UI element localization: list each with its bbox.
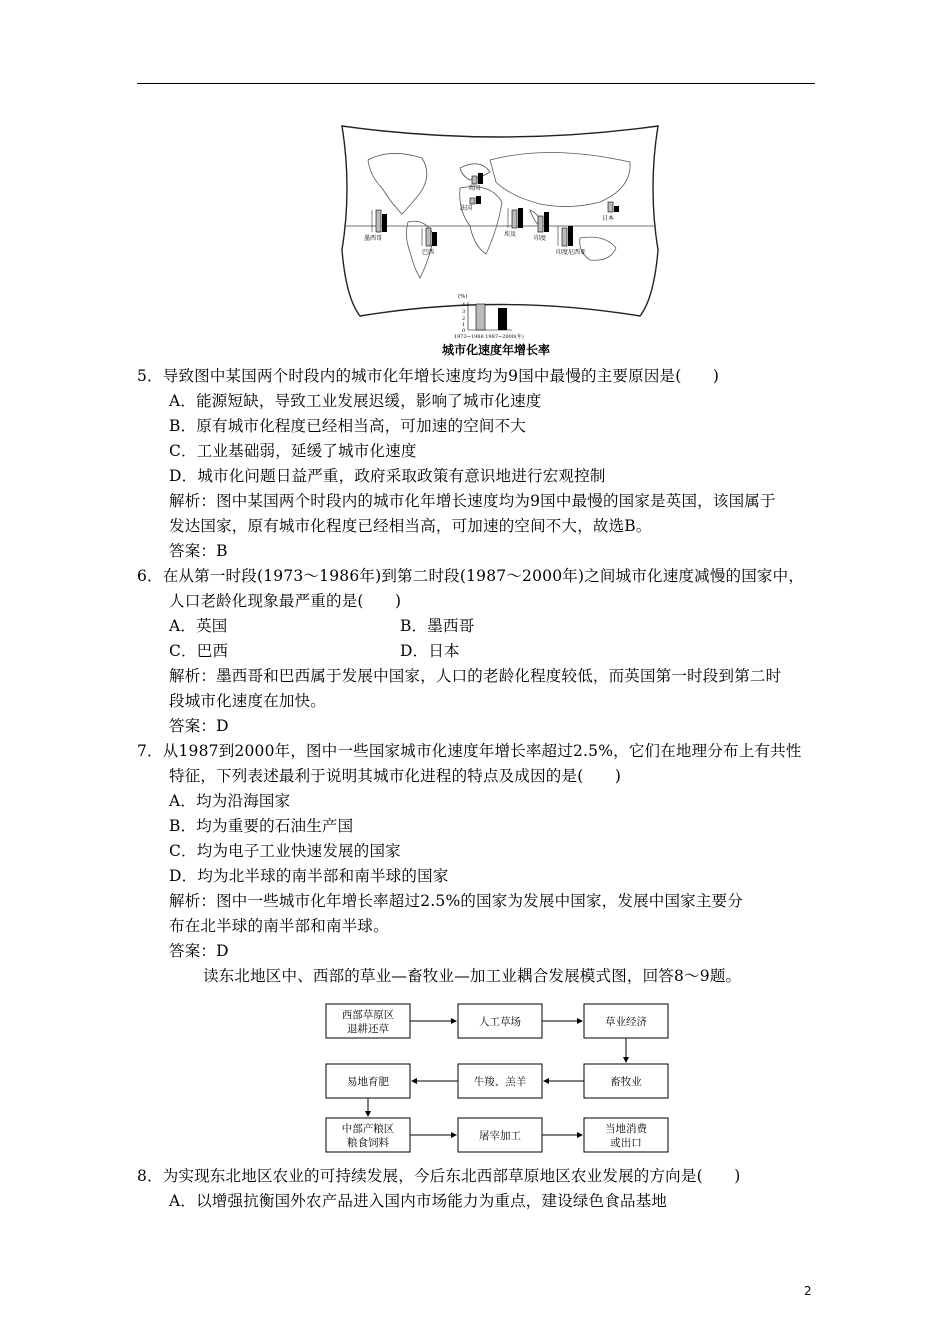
svg-text:1: 1 bbox=[462, 322, 466, 328]
page-number: 2 bbox=[804, 1284, 812, 1298]
q6-answer: 答案：D bbox=[169, 717, 229, 735]
q6-option-a: A．英国 bbox=[169, 617, 228, 635]
svg-text:退耕还草: 退耕还草 bbox=[347, 1023, 389, 1035]
q7-answer: 答案：D bbox=[169, 942, 229, 960]
svg-text:(%): (%) bbox=[458, 294, 468, 300]
label-mexico: 墨西哥 bbox=[364, 235, 383, 242]
svg-text:西部草原区: 西部草原区 bbox=[341, 1009, 395, 1021]
q7-option-d: D．均为北半球的南半部和南半球的国家 bbox=[169, 867, 449, 885]
q7-stem-2: 特征，下列表述最利于说明其城市化进程的特点及成因的是( ) bbox=[169, 767, 622, 785]
q7-analysis-2: 布在北半球的南半部和南半球。 bbox=[169, 917, 389, 935]
svg-text:中部产粮区: 中部产粮区 bbox=[341, 1123, 395, 1135]
q5-answer: 答案：B bbox=[169, 542, 228, 560]
q5-analysis-2: 发达国家，原有城市化程度已经相当高，可加速的空间不大，故选B。 bbox=[169, 517, 652, 535]
q7-option-b: B．均为重要的石油生产国 bbox=[169, 817, 354, 835]
svg-text:草业经济: 草业经济 bbox=[605, 1016, 647, 1028]
q7-stem-1: 7．从1987到2000年，图中一些国家城市化速度年增长率超过2.5%，它们在地理分布上有共性 bbox=[137, 742, 802, 760]
svg-text:粮食饲料: 粮食饲料 bbox=[347, 1137, 389, 1149]
svg-text:0: 0 bbox=[462, 328, 466, 334]
svg-text:屠宰加工: 屠宰加工 bbox=[479, 1130, 521, 1142]
svg-text:易地育肥: 易地育肥 bbox=[347, 1076, 389, 1088]
svg-text:畜牧业: 畜牧业 bbox=[610, 1076, 642, 1088]
q5-option-c: C．工业基础弱，延缓了城市化速度 bbox=[169, 442, 417, 460]
q6-option-d: D．日本 bbox=[400, 642, 460, 660]
q7-analysis-1: 解析：图中一些城市化年增长率超过2.5%的国家为发展中国家，发展中国家主要分 bbox=[169, 892, 743, 910]
svg-text:人工草场: 人工草场 bbox=[479, 1016, 521, 1028]
q6-analysis-1: 解析：墨西哥和巴西属于发展中国家，人口的老龄化程度较低，而英国第一时段到第二时 bbox=[169, 667, 782, 685]
label-egypt: 埃及 bbox=[504, 231, 517, 238]
q6-option-b: B．墨西哥 bbox=[400, 617, 475, 635]
svg-text:3: 3 bbox=[462, 309, 466, 315]
svg-text:牛羧、羔羊: 牛羧、羔羊 bbox=[473, 1076, 527, 1088]
coupled-development-flowchart bbox=[320, 998, 680, 1158]
urbanization-world-map bbox=[330, 118, 670, 358]
q8-9-intro: 读东北地区中、西部的草业—畜牧业—加工业耦合发展模式图，回答8～9题。 bbox=[203, 967, 742, 985]
svg-text:当地消费: 当地消费 bbox=[605, 1123, 647, 1135]
label-indonesia: 印度尼西亚 bbox=[556, 249, 587, 256]
q5-option-b: B．原有城市化程度已经相当高，可加速的空间不大 bbox=[169, 417, 526, 435]
label-brazil: 巴西 bbox=[422, 249, 435, 256]
q5-stem: 5．导致图中某国两个时段内的城市化年增长速度均为9国中最慢的主要原因是( ) bbox=[137, 367, 720, 385]
q8-stem: 8．为实现东北地区农业的可持续发展，今后东北西部草原地区农业发展的方向是( ) bbox=[137, 1167, 741, 1185]
svg-text:或出口: 或出口 bbox=[610, 1137, 642, 1149]
q8-option-a: A．以增强抗衡国外农产品进入国内市场能力为重点，建设绿色食品基地 bbox=[169, 1192, 668, 1210]
q5-option-a: A．能源短缺，导致工业发展迟缓，影响了城市化速度 bbox=[169, 392, 542, 410]
label-japan: 日本 bbox=[602, 215, 615, 222]
svg-text:4: 4 bbox=[462, 302, 466, 308]
label-france: 法国 bbox=[460, 205, 473, 212]
q5-option-d: D．城市化问题日益严重，政府采取政策有意识地进行宏观控制 bbox=[169, 467, 606, 485]
header-rule bbox=[137, 83, 815, 84]
q6-analysis-2: 段城市化速度在加快。 bbox=[169, 692, 327, 710]
label-india: 印度 bbox=[534, 235, 547, 242]
label-uk: 英国 bbox=[468, 185, 481, 192]
q6-stem-2: 人口老龄化现象最严重的是( ) bbox=[169, 592, 402, 610]
q6-stem-1: 6．在从第一时段(1973～1986年)到第二时段(1987～2000年)之间城市化速度减慢的国家中， bbox=[137, 567, 805, 585]
q7-option-c: C．均为电子工业快速发展的国家 bbox=[169, 842, 401, 860]
q7-option-a: A．均为沿海国家 bbox=[169, 792, 291, 810]
map-caption: 城市化速度年增长率 bbox=[442, 343, 551, 357]
svg-text:2: 2 bbox=[462, 316, 466, 322]
legend-periods: 1973~1986 1987~2000(年) bbox=[454, 334, 524, 340]
q6-option-c: C．巴西 bbox=[169, 642, 229, 660]
q5-analysis-1: 解析：图中某国两个时段内的城市化年增长速度均为9国中最慢的国家是英国，该国属于 bbox=[169, 492, 776, 510]
